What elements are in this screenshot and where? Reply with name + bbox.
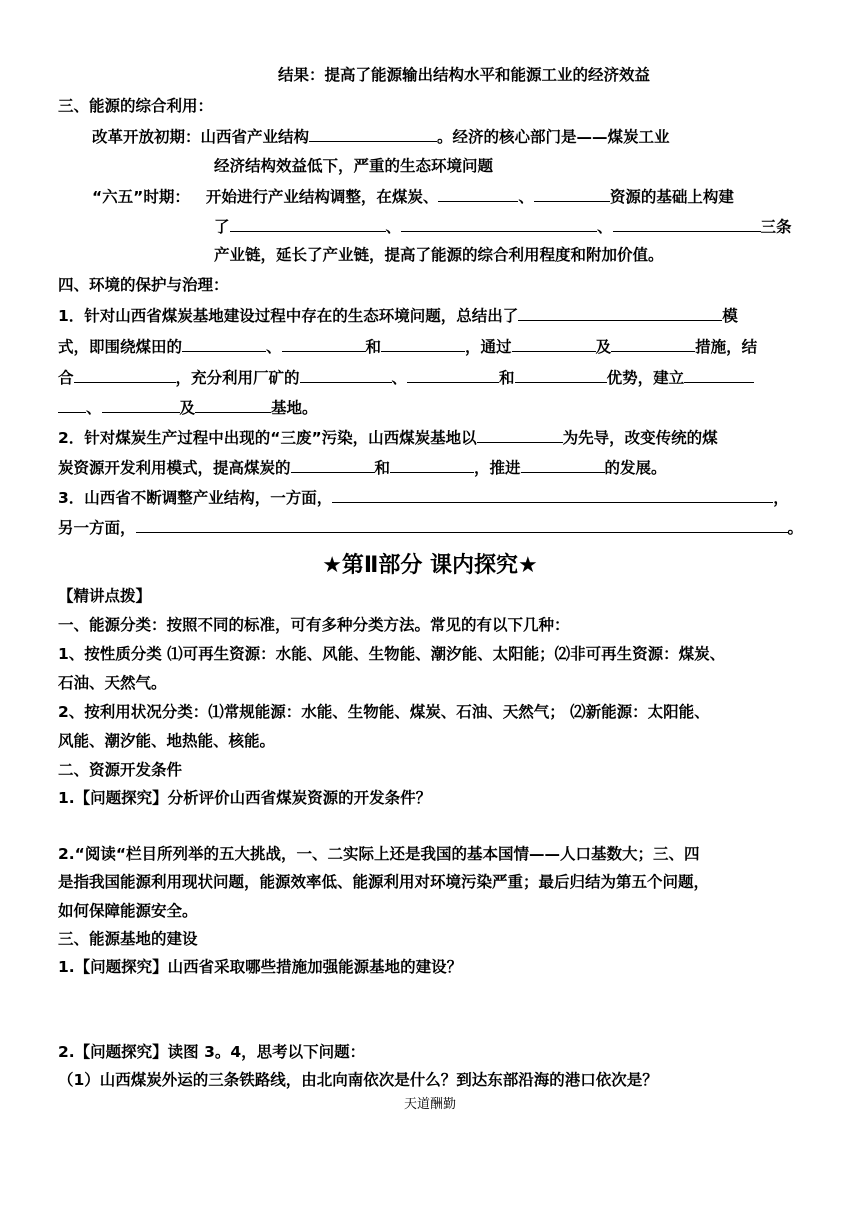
item1-text-i: 基地。 bbox=[271, 399, 318, 417]
industry-chain-line bbox=[214, 216, 792, 237]
period: 。 bbox=[787, 519, 804, 537]
item3-line1 bbox=[58, 487, 789, 508]
blank-base-1b[interactable] bbox=[58, 397, 86, 413]
classification-by-nature: 1、按性质分类 ⑴可再生资源：水能、风能、生物能、潮汐能、太阳能；⑵非可再生资源：煤炭、 bbox=[58, 645, 726, 663]
question-base-measures: 1.【问题探究】山西省采取哪些措施加强能源基地的建设？ bbox=[58, 958, 463, 976]
blank-coalfield-3[interactable] bbox=[381, 336, 465, 352]
section3-heading bbox=[58, 96, 213, 116]
sixth-five-year-text-a: 开始进行产业结构调整，在煤炭、 bbox=[205, 188, 439, 206]
blank-coal-2[interactable] bbox=[390, 457, 474, 473]
conj-and: 和 bbox=[374, 459, 391, 477]
item1-text-g: ，充分利用厂矿的 bbox=[175, 369, 300, 387]
blank-industry-structure[interactable] bbox=[309, 126, 437, 142]
separator: 、 bbox=[391, 369, 408, 387]
conj-and: 和 bbox=[499, 369, 515, 387]
blank-measure-1[interactable] bbox=[512, 336, 596, 352]
item1-text-b: 模 bbox=[722, 307, 738, 325]
sixth-five-year-label: “六五”时期： bbox=[92, 188, 190, 206]
item1-line3 bbox=[58, 367, 754, 388]
early-period-line bbox=[92, 126, 670, 147]
early-period-line-2 bbox=[214, 156, 493, 176]
conj-ji: 及 bbox=[179, 399, 196, 417]
item2-text-c: 炭资源开发利用模式，提高煤炭的 bbox=[58, 459, 291, 477]
blank-other-side[interactable] bbox=[136, 517, 788, 533]
item3-line2 bbox=[58, 517, 803, 538]
separator: 、 bbox=[86, 399, 102, 417]
item3-text-a: 3．山西省不断调整产业结构，一方面， bbox=[58, 489, 333, 507]
blank-base-2[interactable] bbox=[102, 397, 180, 413]
blank-coal-1[interactable] bbox=[291, 457, 375, 473]
page-footer: 天道酬勤 bbox=[403, 1097, 456, 1112]
early-period-text-c: 经济结构效益低下，严重的生态环境问题 bbox=[214, 157, 494, 175]
item1-line2 bbox=[58, 336, 757, 357]
tips-heading: 【精讲点拨】 bbox=[58, 587, 152, 605]
blank-advantage-2[interactable] bbox=[407, 367, 499, 383]
blank-one-side[interactable] bbox=[332, 487, 773, 503]
early-period-text-a: 山西省产业结构 bbox=[200, 128, 310, 146]
item1-text-d: ，通过 bbox=[465, 338, 512, 356]
blank-resource-1[interactable] bbox=[438, 186, 518, 202]
reading-note-line1: 2.“阅读“栏目所列举的五大挑战，一、二实际上还是我国的基本国情——人口基数大；三、四 bbox=[58, 845, 700, 863]
item2-text-a: 2．针对煤炭生产过程中出现的“三废”污染，山西煤炭基地以 bbox=[58, 429, 477, 447]
blank-mode[interactable] bbox=[518, 305, 722, 321]
classification-by-use-cont: 风能、潮汐能、地热能、核能。 bbox=[58, 732, 276, 750]
conj-and: 和 bbox=[365, 338, 382, 356]
blank-chain-2[interactable] bbox=[401, 216, 597, 232]
item1-text-e: 措施，结 bbox=[695, 338, 758, 356]
blank-combine[interactable] bbox=[74, 367, 176, 383]
item1-text-a: 1．针对山西省煤炭基地建设过程中存在的生态环境问题，总结出了 bbox=[58, 307, 519, 325]
separator: 、 bbox=[266, 338, 282, 356]
item1-line1 bbox=[58, 305, 738, 326]
question-dev-conditions: 1.【问题探究】分析评价山西省煤炭资源的开发条件？ bbox=[58, 789, 432, 807]
section3-heading-text: 三、能源的综合利用： bbox=[58, 97, 214, 115]
early-period-label: 改革开放初期： bbox=[92, 128, 201, 146]
section4-heading bbox=[58, 275, 229, 295]
industry-chain-line-2 bbox=[214, 245, 664, 265]
item2-text-e: 的发展。 bbox=[604, 459, 667, 477]
item1-line4 bbox=[58, 397, 318, 418]
blank-coalfield-1[interactable] bbox=[182, 336, 266, 352]
item1-text-c: 式，即围绕煤田的 bbox=[58, 338, 183, 356]
question-railway-lines: （1）山西煤炭外运的三条铁路线，由北向南依次是什么？到达东部沿海的港口依次是？ bbox=[58, 1071, 658, 1089]
sixth-five-year-line bbox=[92, 186, 734, 207]
classification-by-use: 2、按利用状况分类：⑴常规能源：水能、生物能、煤炭、石油、天然气； ⑵新能源：太阳能、 bbox=[58, 703, 710, 721]
base-construction-heading: 三、能源基地的建设 bbox=[58, 930, 198, 948]
blank-resource-2[interactable] bbox=[534, 186, 610, 202]
separator: 、 bbox=[597, 218, 613, 236]
comma: ， bbox=[773, 489, 789, 507]
item3-text-b: 另一方面， bbox=[58, 519, 136, 537]
chain-text-le: 了 bbox=[214, 218, 230, 236]
blank-measure-2[interactable] bbox=[611, 336, 695, 352]
result-text: 结果：提高了能源输出结构水平和能源工业的经济效益 bbox=[278, 66, 651, 84]
blank-base-1a[interactable] bbox=[684, 367, 754, 383]
blank-chain-3[interactable] bbox=[613, 216, 761, 232]
classification-heading: 一、能源分类：按照不同的标准，可有多种分类方法。常见的有以下几种： bbox=[58, 616, 570, 634]
reading-note-line2: 是指我国能源利用现状问题，能源效率低、能源利用对环境污染严重；最后归结为第五个问题， bbox=[58, 873, 710, 891]
part2-title: ★第Ⅱ部分 课内探究★ bbox=[322, 553, 538, 578]
blank-develop[interactable] bbox=[521, 457, 605, 473]
item2-text-d: ，推进 bbox=[474, 459, 521, 477]
separator: 、 bbox=[518, 188, 534, 206]
blank-pioneer[interactable] bbox=[477, 427, 563, 443]
blank-advantage-3[interactable] bbox=[515, 367, 607, 383]
question-map-reading: 2.【问题探究】读图 3。4，思考以下问题： bbox=[58, 1043, 366, 1061]
classification-by-nature-cont: 石油、天然气。 bbox=[58, 674, 167, 692]
item1-text-f: 合 bbox=[58, 369, 74, 387]
conj-ji: 及 bbox=[595, 338, 612, 356]
blank-advantage-1[interactable] bbox=[300, 367, 392, 383]
item2-line1 bbox=[58, 427, 718, 448]
item1-text-h: 优势，建立 bbox=[606, 369, 685, 387]
blank-coalfield-2[interactable] bbox=[282, 336, 366, 352]
section4-heading-text: 四、环境的保护与治理： bbox=[58, 276, 229, 294]
chain-text-three: 三条 bbox=[760, 218, 792, 236]
separator: 、 bbox=[385, 218, 402, 236]
result-line bbox=[278, 65, 650, 85]
dev-conditions-heading: 二、资源开发条件 bbox=[58, 761, 183, 779]
item2-text-b: 为先导，改变传统的煤 bbox=[562, 429, 718, 447]
item2-line2 bbox=[58, 457, 667, 478]
blank-chain-1[interactable] bbox=[230, 216, 386, 232]
early-period-text-b: 。经济的核心部门是——煤炭工业 bbox=[437, 128, 670, 146]
reading-note-line3: 如何保障能源安全。 bbox=[58, 902, 198, 920]
blank-base-3[interactable] bbox=[195, 397, 271, 413]
chain-text-e: 产业链，延长了产业链，提高了能源的综合利用程度和附加价值。 bbox=[214, 246, 664, 264]
sixth-five-year-text-b: 资源的基础上构建 bbox=[609, 188, 734, 206]
